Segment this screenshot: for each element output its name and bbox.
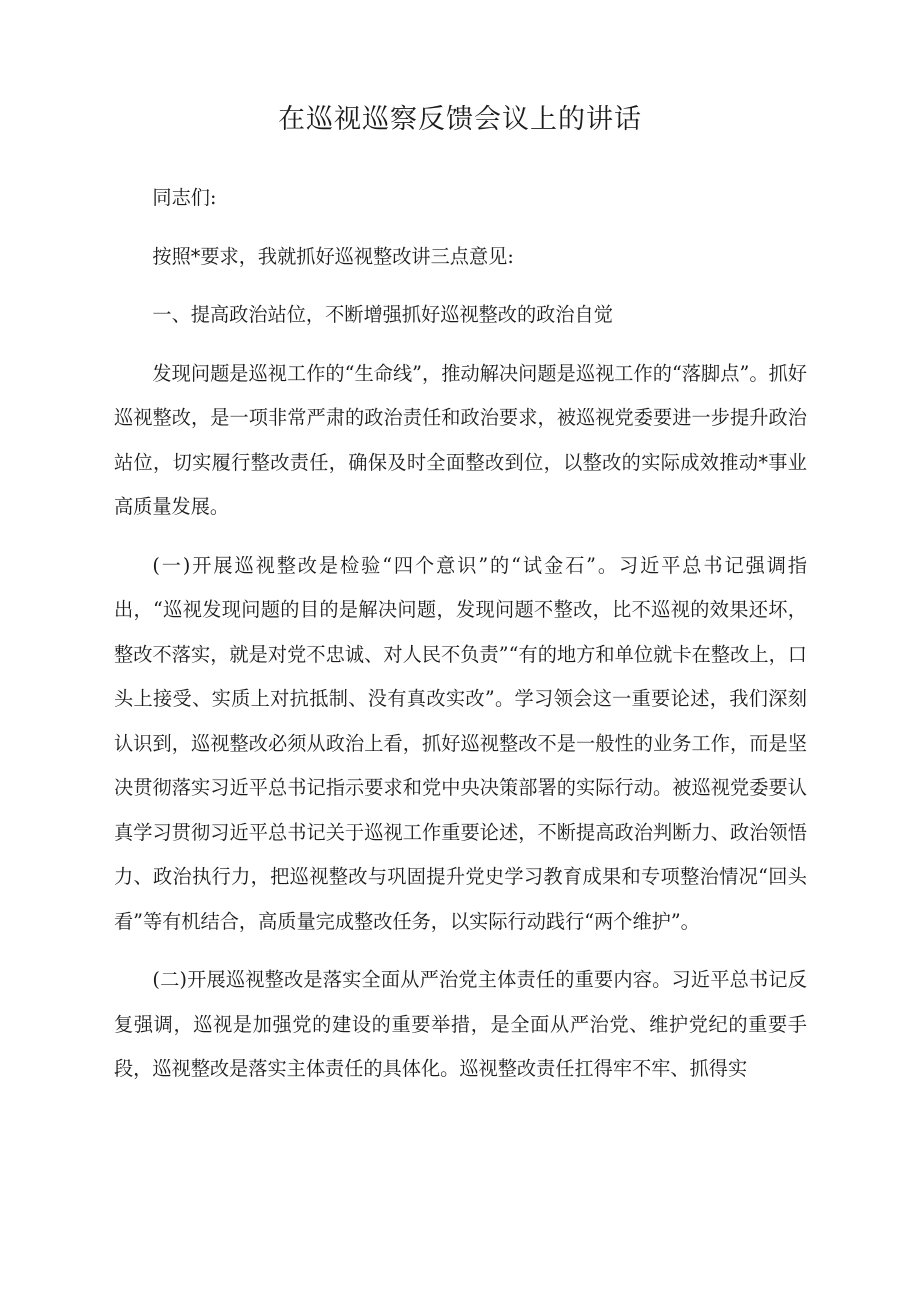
salutation: 同志们:	[152, 186, 217, 209]
subsection-paragraph-2: (二)开展巡视整改是落实全面从严治党主体责任的重要内容。习近平总书记反复强调，巡视是加强党的建设的重要举措，是全面从严治党、维护党纪的重要手段，巡视整改是落实主体责任的具体化。巡视整改责任扛得牢不牢、抓得实	[114, 968, 807, 1080]
body-paragraph: 发现问题是巡视工作的“生命线”，推动解决问题是巡视工作的“落脚点”。抓好巡视整改，是一项非常严肃的政治责任和政治要求，被巡视党委要进一步提升政治站位，切实履行整改责任，确保及时全面整改到位，以整改的实际成效推动*事业高质量发展。	[114, 361, 807, 518]
document-body	[114, 176, 807, 1106]
subsection-paragraph-1: (一)开展巡视整改是检验“四个意识”的“试金石”。习近平总书记强调指出，“巡视发现问题的目的是解决问题，发现问题不整改，比不巡视的效果还坏，整改不落实，就是对党不忠诚、对人民不负责”“有的地方和单位就卡在整改上，口头上接受、实质上对抗抵制、没有真改实改”。学习领会这一重要论述，我们深刻认识到，巡视整改必须从政治上看，抓好巡视整改不是一般性的业务工作，而是坚决贯彻落实习近平总书记指示要求和党中央决策部署的实际行动。被巡视党委要认真学习贯彻习近平总书记关于巡视工作重要论述，不断提高政治判断力、政治领悟力、政治执行力，把巡视整改与巩固提升党史学习教育成果和专项整治情况“回头看”等有机结合，高质量完成整改任务，以实际行动践行“两个维护”。	[114, 553, 807, 933]
section-heading-1: 一、提高政治站位，不断增强抓好巡视整改的政治自觉	[152, 303, 613, 326]
document-title: 在巡视巡察反馈会议上的讲话	[278, 104, 642, 135]
intro-paragraph: 按照*要求，我就抓好巡视整改讲三点意见:	[152, 244, 514, 268]
